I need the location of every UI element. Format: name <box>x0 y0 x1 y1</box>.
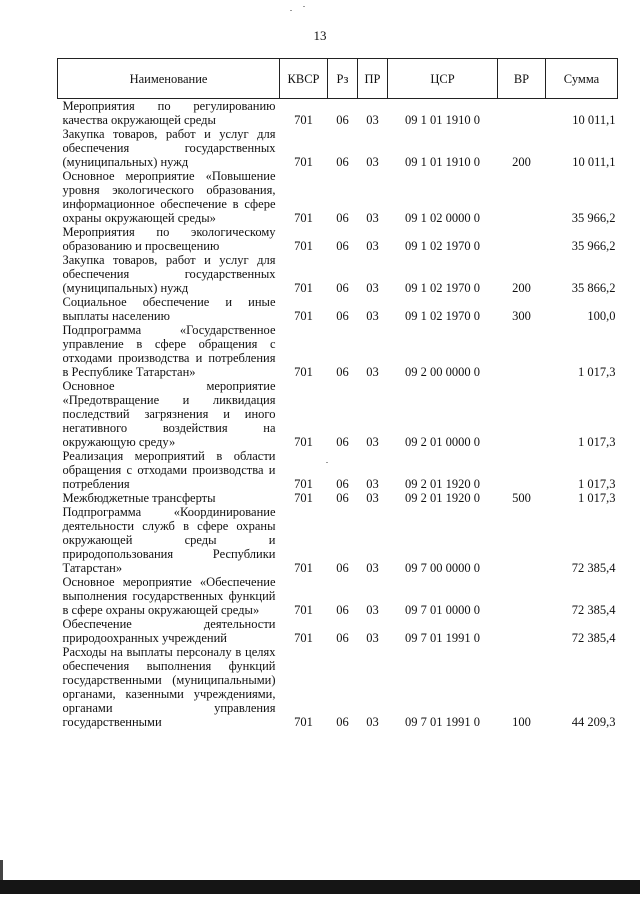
row-rz: 06 <box>336 365 349 379</box>
row-rz: 06 <box>336 491 349 505</box>
row-kvsr: 701 <box>294 239 313 253</box>
header-pr: ПР <box>358 59 388 99</box>
row-pr: 03 <box>366 477 379 491</box>
row-kvsr: 701 <box>294 113 313 127</box>
row-vr <box>498 575 546 617</box>
row-pr: 03 <box>366 631 379 645</box>
row-csr: 09 2 01 1920 0 <box>405 491 480 505</box>
table-header-row <box>58 59 618 99</box>
row-pr: 03 <box>366 155 379 169</box>
row-pr: 03 <box>366 365 379 379</box>
table-row <box>58 617 618 645</box>
row-vr <box>498 99 546 128</box>
row-pr: 03 <box>366 309 379 323</box>
table-row <box>58 575 618 617</box>
row-csr: 09 7 01 1991 0 <box>405 715 480 729</box>
table-body <box>58 99 618 730</box>
row-kvsr: 701 <box>294 477 313 491</box>
row-kvsr: 701 <box>294 603 313 617</box>
row-kvsr: 701 <box>294 281 313 295</box>
row-pr: 03 <box>366 113 379 127</box>
header-vr: ВР <box>498 59 546 99</box>
row-name: Подпрограмма «Государственное управление в сфере обращения с отходами производства и потребления в Республике Татарстан» <box>62 323 276 379</box>
row-name: Социальное обеспечение и иные выплаты населению <box>62 295 276 323</box>
row-sum: 100,0 <box>587 309 616 323</box>
row-name: Основное мероприятие «Обеспечение выполнения государственных функций в сфере охраны окружающей среды» <box>62 575 276 617</box>
row-csr: 09 1 02 1970 0 <box>405 281 480 295</box>
row-name: Закупка товаров, работ и услуг для обеспечения государственных (муниципальных) нужд <box>62 253 276 295</box>
row-sum: 72 385,4 <box>571 603 616 617</box>
row-sum: 1 017,3 <box>578 491 616 505</box>
row-kvsr: 701 <box>294 491 313 505</box>
row-rz: 06 <box>336 239 349 253</box>
row-pr: 03 <box>366 435 379 449</box>
row-sum: 35 866,2 <box>571 281 616 295</box>
row-pr: 03 <box>366 281 379 295</box>
row-kvsr: 701 <box>294 561 313 575</box>
row-name: Межбюджетные трансферты <box>62 491 216 505</box>
row-vr: 300 <box>512 309 531 323</box>
row-rz: 06 <box>336 603 349 617</box>
row-sum: 1 017,3 <box>578 365 616 379</box>
scan-speck <box>303 6 305 7</box>
row-name: Реализация мероприятий в области обращения с отходами производства и потребления <box>62 449 276 491</box>
scan-speck <box>290 10 292 11</box>
header-kvsr: КВСР <box>280 59 328 99</box>
page-number: 13 <box>313 28 327 43</box>
row-vr <box>498 379 546 449</box>
table-row <box>58 99 618 128</box>
row-kvsr: 701 <box>294 155 313 169</box>
row-kvsr: 701 <box>294 631 313 645</box>
row-name: Мероприятия по экологическому образованию и просвещению <box>62 225 276 253</box>
header-sum: Сумма <box>546 59 618 99</box>
row-csr: 09 2 00 0000 0 <box>405 365 480 379</box>
row-csr: 09 7 01 1991 0 <box>405 631 480 645</box>
table-row <box>58 127 618 169</box>
table-row <box>58 491 618 505</box>
row-rz: 06 <box>336 435 349 449</box>
row-name: Подпрограмма «Координирование деятельности служб в сфере охраны окружающей среды и природопользования Республики Татарстан» <box>62 505 276 575</box>
row-csr: 09 1 01 1910 0 <box>405 155 480 169</box>
row-name: Обеспечение деятельности природоохранных учреждений <box>62 617 276 645</box>
header-rz: Рз <box>328 59 358 99</box>
row-name: Мероприятия по регулированию качества окружающей среды <box>62 99 276 127</box>
row-rz: 06 <box>336 155 349 169</box>
row-rz: 06 <box>336 631 349 645</box>
row-name: Расходы на выплаты персоналу в целях обеспечения выполнения функций государственными (муниципальными) органами, казенными учреждениями, органами управления государственными <box>62 645 276 729</box>
row-rz: 06 <box>336 211 349 225</box>
table-row <box>58 253 618 295</box>
row-csr: 09 1 02 1970 0 <box>405 309 480 323</box>
row-sum: 10 011,1 <box>572 113 616 127</box>
table-row <box>58 505 618 575</box>
row-name: Основное мероприятие «Повышение уровня экологического образования, информационное обеспечение в сфере охраны окружающей среды» <box>62 169 276 225</box>
row-rz: 06 <box>336 113 349 127</box>
row-kvsr: 701 <box>294 365 313 379</box>
row-kvsr: 701 <box>294 435 313 449</box>
row-csr: 09 1 02 0000 0 <box>405 211 480 225</box>
table-row <box>58 169 618 225</box>
row-rz: 06 <box>336 477 349 491</box>
row-vr <box>498 323 546 379</box>
header-csr: ЦСР <box>388 59 498 99</box>
row-rz: 06 <box>336 715 349 729</box>
table-row <box>58 449 618 491</box>
row-vr: 200 <box>512 155 531 169</box>
row-rz: 06 <box>336 281 349 295</box>
header-name: Наименование <box>58 59 280 99</box>
row-pr: 03 <box>366 603 379 617</box>
scan-bottom-edge <box>0 880 640 894</box>
row-vr: 200 <box>512 281 531 295</box>
table-row <box>58 225 618 253</box>
row-pr: 03 <box>366 211 379 225</box>
row-pr: 03 <box>366 561 379 575</box>
row-sum: 72 385,4 <box>571 561 616 575</box>
row-rz: 06 <box>336 561 349 575</box>
row-vr <box>498 169 546 225</box>
row-sum: 10 011,1 <box>572 155 616 169</box>
row-csr: 09 7 01 0000 0 <box>405 603 480 617</box>
scan-speck <box>326 462 328 463</box>
table-row <box>58 323 618 379</box>
row-vr <box>498 449 546 491</box>
table-row <box>58 295 618 323</box>
row-sum: 44 209,3 <box>571 715 616 729</box>
row-csr: 09 1 01 1910 0 <box>405 113 480 127</box>
row-sum: 72 385,4 <box>571 631 616 645</box>
row-pr: 03 <box>366 491 379 505</box>
row-kvsr: 701 <box>294 309 313 323</box>
row-rz: 06 <box>336 309 349 323</box>
row-vr <box>498 225 546 253</box>
table-row <box>58 645 618 729</box>
row-sum: 35 966,2 <box>571 239 616 253</box>
row-vr <box>498 505 546 575</box>
row-vr: 100 <box>512 715 531 729</box>
row-csr: 09 2 01 1920 0 <box>405 477 480 491</box>
table-row <box>58 379 618 449</box>
row-sum: 1 017,3 <box>578 435 616 449</box>
row-name: Основное мероприятие «Предотвращение и ликвидация последствий загрязнения и иного негативного воздействия на окружающую среду» <box>62 379 276 449</box>
row-name: Закупка товаров, работ и услуг для обеспечения государственных (муниципальных) нужд <box>62 127 276 169</box>
row-kvsr: 701 <box>294 211 313 225</box>
row-sum: 1 017,3 <box>578 477 616 491</box>
row-vr <box>498 617 546 645</box>
row-pr: 03 <box>366 715 379 729</box>
budget-table <box>57 58 618 729</box>
row-csr: 09 2 01 0000 0 <box>405 435 480 449</box>
row-csr: 09 1 02 1970 0 <box>405 239 480 253</box>
row-sum: 35 966,2 <box>571 211 616 225</box>
row-pr: 03 <box>366 239 379 253</box>
row-csr: 09 7 00 0000 0 <box>405 561 480 575</box>
row-kvsr: 701 <box>294 715 313 729</box>
row-vr: 500 <box>512 491 531 505</box>
